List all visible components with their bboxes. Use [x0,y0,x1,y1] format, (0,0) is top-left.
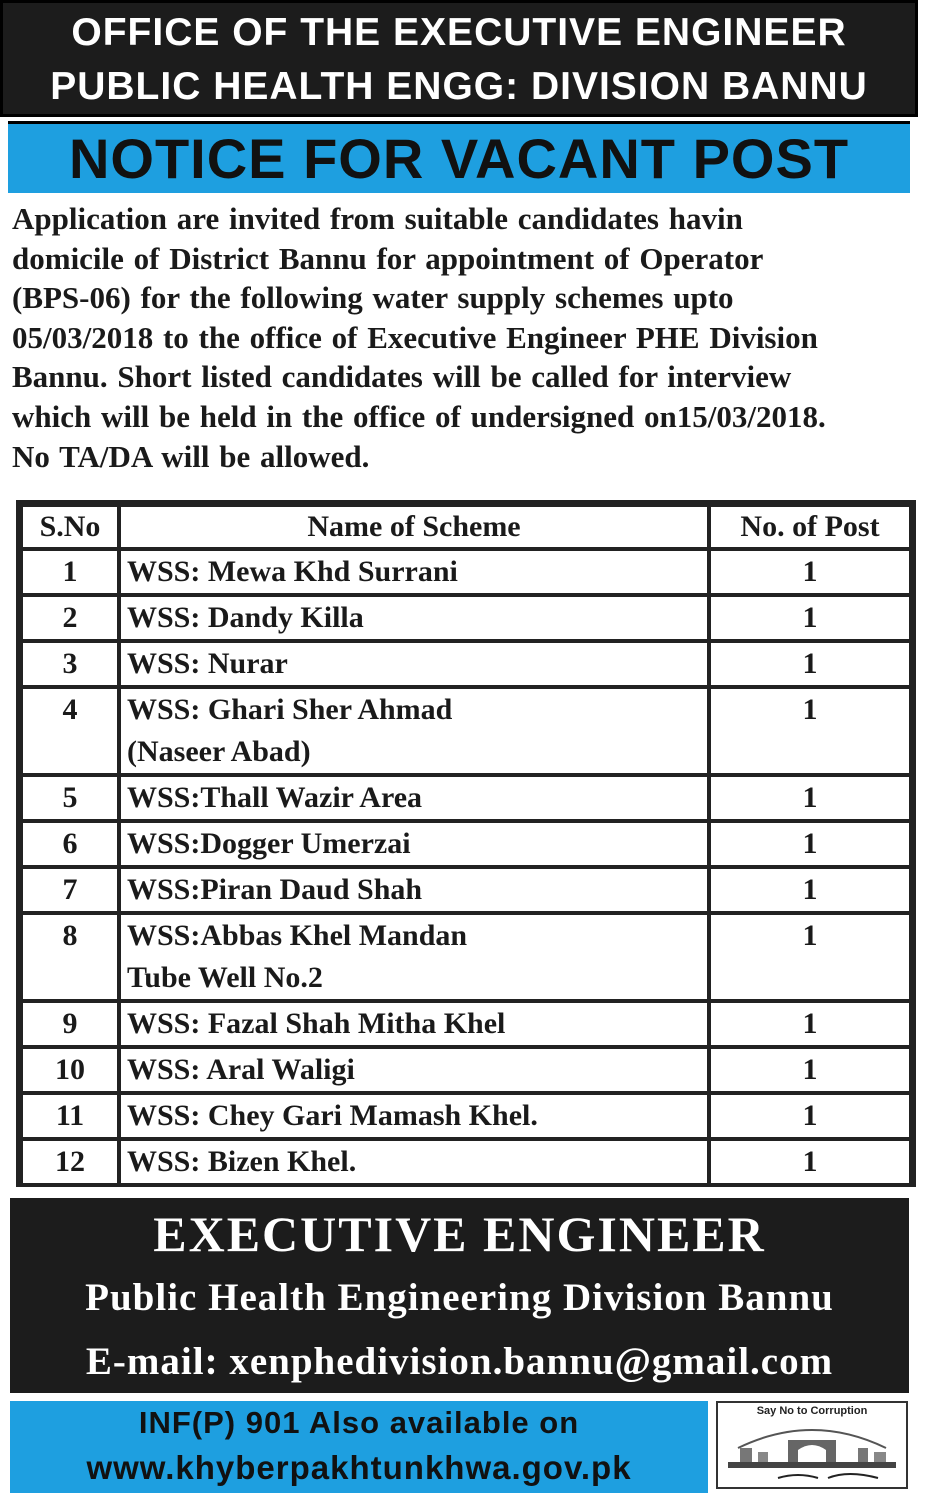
row-scheme-name [119,1001,709,1047]
table-row [21,595,911,641]
table-row [21,687,911,775]
row-scheme-name [119,641,709,687]
row-scheme-name [119,1093,709,1139]
body-line: Application are invited from suitable candidates havin [12,201,743,236]
scheme-name-line: Tube Well No.2 [127,961,323,994]
email-address: xenphedivision.bannu@gmail.com [229,1340,834,1383]
row-posts: 1 [709,913,911,1001]
row-sno: 5 [21,775,119,821]
scheme-name-line: WSS:Piran Daud Shah [127,873,423,906]
column-header-scheme: Name of Scheme [119,505,709,549]
schemes-table [16,500,916,1187]
row-scheme-name [119,821,709,867]
scheme-name-line: (Naseer Abad) [127,735,311,768]
signatory-email-line [10,1330,909,1394]
row-sno: 4 [21,687,119,775]
notice-body [12,199,925,476]
header-line-1: OFFICE OF THE EXECUTIVE ENGINEER [71,11,847,54]
row-sno: 1 [21,549,119,595]
table-row [21,1139,911,1185]
row-posts: 1 [709,641,911,687]
row-posts: 1 [709,687,911,775]
inf-block [10,1401,708,1493]
row-posts: 1 [709,1001,911,1047]
table-row [21,1093,911,1139]
row-posts: 1 [709,1093,911,1139]
email-label: E-mail: [85,1340,219,1383]
table-row [21,913,911,1001]
website-link[interactable]: www.khyberpakhtunkhwa.gov.pk [86,1449,632,1486]
header-line-2: PUBLIC HEALTH ENGG: DIVISION BANNU [50,65,868,108]
scheme-name-line: WSS: Aral Waligi [127,1053,355,1086]
table-row [21,641,911,687]
body-line: No TA/DA will be allowed. [12,438,370,474]
row-sno: 10 [21,1047,119,1093]
scheme-name-line: WSS:Dogger Umerzai [127,827,411,860]
row-posts: 1 [709,595,911,641]
row-posts: 1 [709,1047,911,1093]
scheme-name-line: WSS: Nurar [127,647,288,680]
scheme-name-line: WSS: Bizen Khel. [127,1145,357,1178]
table-header-row [21,505,911,549]
row-scheme-name [119,595,709,641]
signatory-title: EXECUTIVE ENGINEER [153,1206,766,1262]
row-scheme-name [119,687,709,775]
table-row [21,549,911,595]
row-sno: 8 [21,913,119,1001]
row-posts: 1 [709,549,911,595]
table-row [21,1001,911,1047]
body-line: domicile of District Bannu for appointment of Operator [12,240,764,276]
row-posts: 1 [709,867,911,913]
row-sno: 3 [21,641,119,687]
row-sno: 7 [21,867,119,913]
inf-number: INF(P) 901 Also available on [138,1405,580,1440]
scheme-name-line: WSS: Dandy Killa [127,601,364,634]
row-scheme-name [119,867,709,913]
row-sno: 9 [21,1001,119,1047]
body-line: (BPS-06) for the following water supply schemes upto [12,280,734,316]
body-line: Bannu. Short listed candidates will be called for interview [12,359,792,395]
row-scheme-name [119,775,709,821]
notice-title: NOTICE FOR VACANT POST [8,121,910,193]
table-row [21,867,911,913]
row-scheme-name [119,549,709,595]
row-sno: 11 [21,1093,119,1139]
scheme-name-line: WSS:Abbas Khel Mandan [127,919,468,952]
signatory-division: Public Health Engineering Division Bannu [85,1276,834,1319]
scheme-name-line: WSS: Chey Gari Mamash Khel. [127,1099,538,1132]
gate-emblem-icon [718,1418,906,1488]
row-sno: 2 [21,595,119,641]
body-line: which will be held in the office of undersigned on15/03/2018. [12,398,826,434]
body-line: 05/03/2018 to the office of Executive Engineer PHE Division [12,319,818,355]
table-row [21,821,911,867]
scheme-name-line: WSS: Fazal Shah Mitha Khel [127,1007,506,1040]
row-scheme-name [119,1047,709,1093]
logo-slogan: Say No to Corruption [756,1405,868,1417]
column-header-sno: S.No [21,505,119,549]
row-sno: 12 [21,1139,119,1185]
table-row [21,1047,911,1093]
scheme-name-line: WSS:Thall Wazir Area [127,781,423,814]
anti-corruption-logo [716,1401,908,1489]
row-scheme-name [119,1139,709,1185]
office-header [0,0,918,117]
column-header-posts: No. of Post [709,505,911,549]
row-posts: 1 [709,1139,911,1185]
row-posts: 1 [709,775,911,821]
scheme-name-line: WSS: Ghari Sher Ahmad [127,693,453,726]
row-posts: 1 [709,821,911,867]
row-sno: 6 [21,821,119,867]
signatory-block [10,1198,909,1393]
table-row [21,775,911,821]
scheme-name-line: WSS: Mewa Khd Surrani [127,555,458,588]
row-scheme-name [119,913,709,1001]
